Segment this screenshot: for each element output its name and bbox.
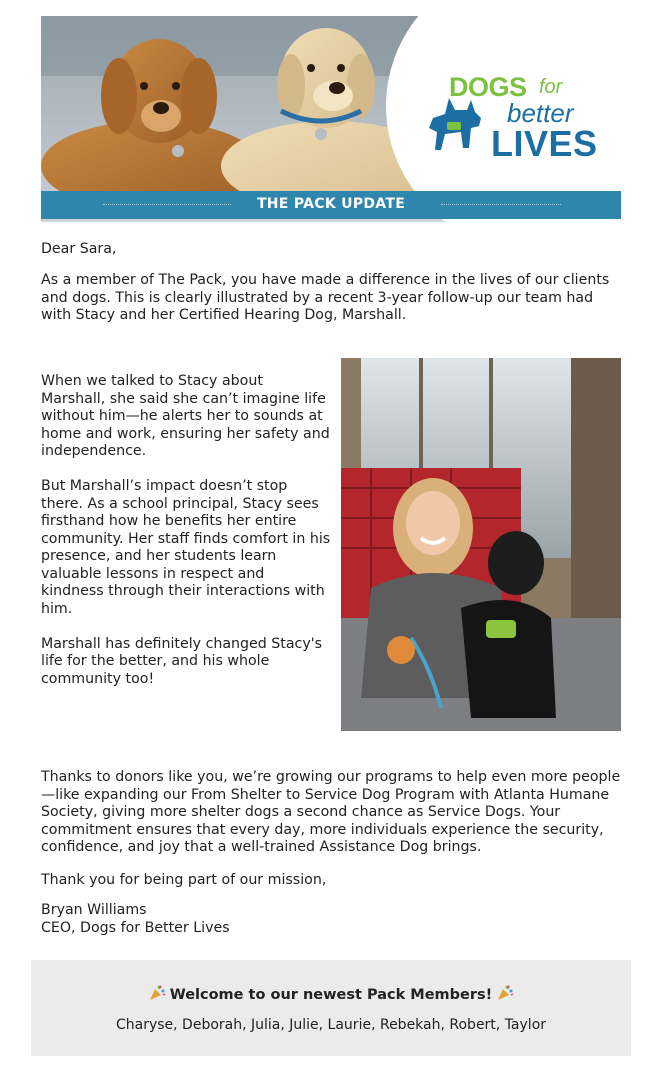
party-popper-icon xyxy=(496,984,514,1002)
logo-word-lives: LIVES xyxy=(491,123,598,164)
signature-name: Bryan Williams xyxy=(41,902,147,918)
story-paragraph: Marshall has definitely changed Stacy's life for the better, and his whole community too! xyxy=(41,635,323,687)
logo-word-better: better xyxy=(507,98,574,128)
header-banner xyxy=(41,16,621,222)
logo-word-for: for xyxy=(539,76,563,98)
email-body xyxy=(41,16,621,936)
story-text xyxy=(41,373,331,706)
party-popper-icon xyxy=(148,984,166,1002)
pack-update-strip xyxy=(41,191,621,219)
greeting: Dear Sara, xyxy=(41,241,117,257)
welcome-heading xyxy=(31,984,631,1003)
new-members-list: Charyse, Deborah, Julia, Julie, Laurie, Rebekah, Robert, Taylor xyxy=(115,1017,547,1033)
pack-update-title: THE PACK UPDATE xyxy=(256,196,406,212)
woman-with-black-labrador-photo xyxy=(341,358,621,731)
welcome-box xyxy=(31,960,631,1056)
story-paragraph: But Marshall’s impact doesn’t stop there. As a school principal, Stacy sees firsthand how he benefits her entire community. Her staff finds comfort in his presence, and her students learn valuable lessons in respect and kindness through their interactions with him. xyxy=(41,478,331,617)
intro-paragraph: As a member of The Pack, you have made a difference in the lives of our clients and dogs. This is clearly illustrated by a recent 3-year follow-up our team had with Stacy and her Certified Hearing Dog, Marshall. xyxy=(41,272,610,323)
closing-paragraph: Thanks to donors like you, we’re growing our programs to help even more people—like expanding our From Shelter to Service Dog Program with Atlanta Humane Society, giving more shelter dogs a second chance as Service Dogs. Your commitment ensures that every day, more individuals experience the security, confidence, and joy that a well-trained Assistance Dog brings. xyxy=(41,769,621,855)
signature-title: CEO, Dogs for Better Lives xyxy=(41,920,230,936)
thanks-line: Thank you for being part of our mission, xyxy=(41,872,327,888)
welcome-title-text: Welcome to our newest Pack Members! xyxy=(169,987,493,1003)
logo-word-dogs: DOGS xyxy=(449,72,527,102)
brand-logo xyxy=(425,72,610,172)
story-paragraph: When we talked to Stacy about Marshall, she said she can’t imagine life without him—he alerts her to sounds at home and work, ensuring her safety and independence. xyxy=(41,373,330,459)
